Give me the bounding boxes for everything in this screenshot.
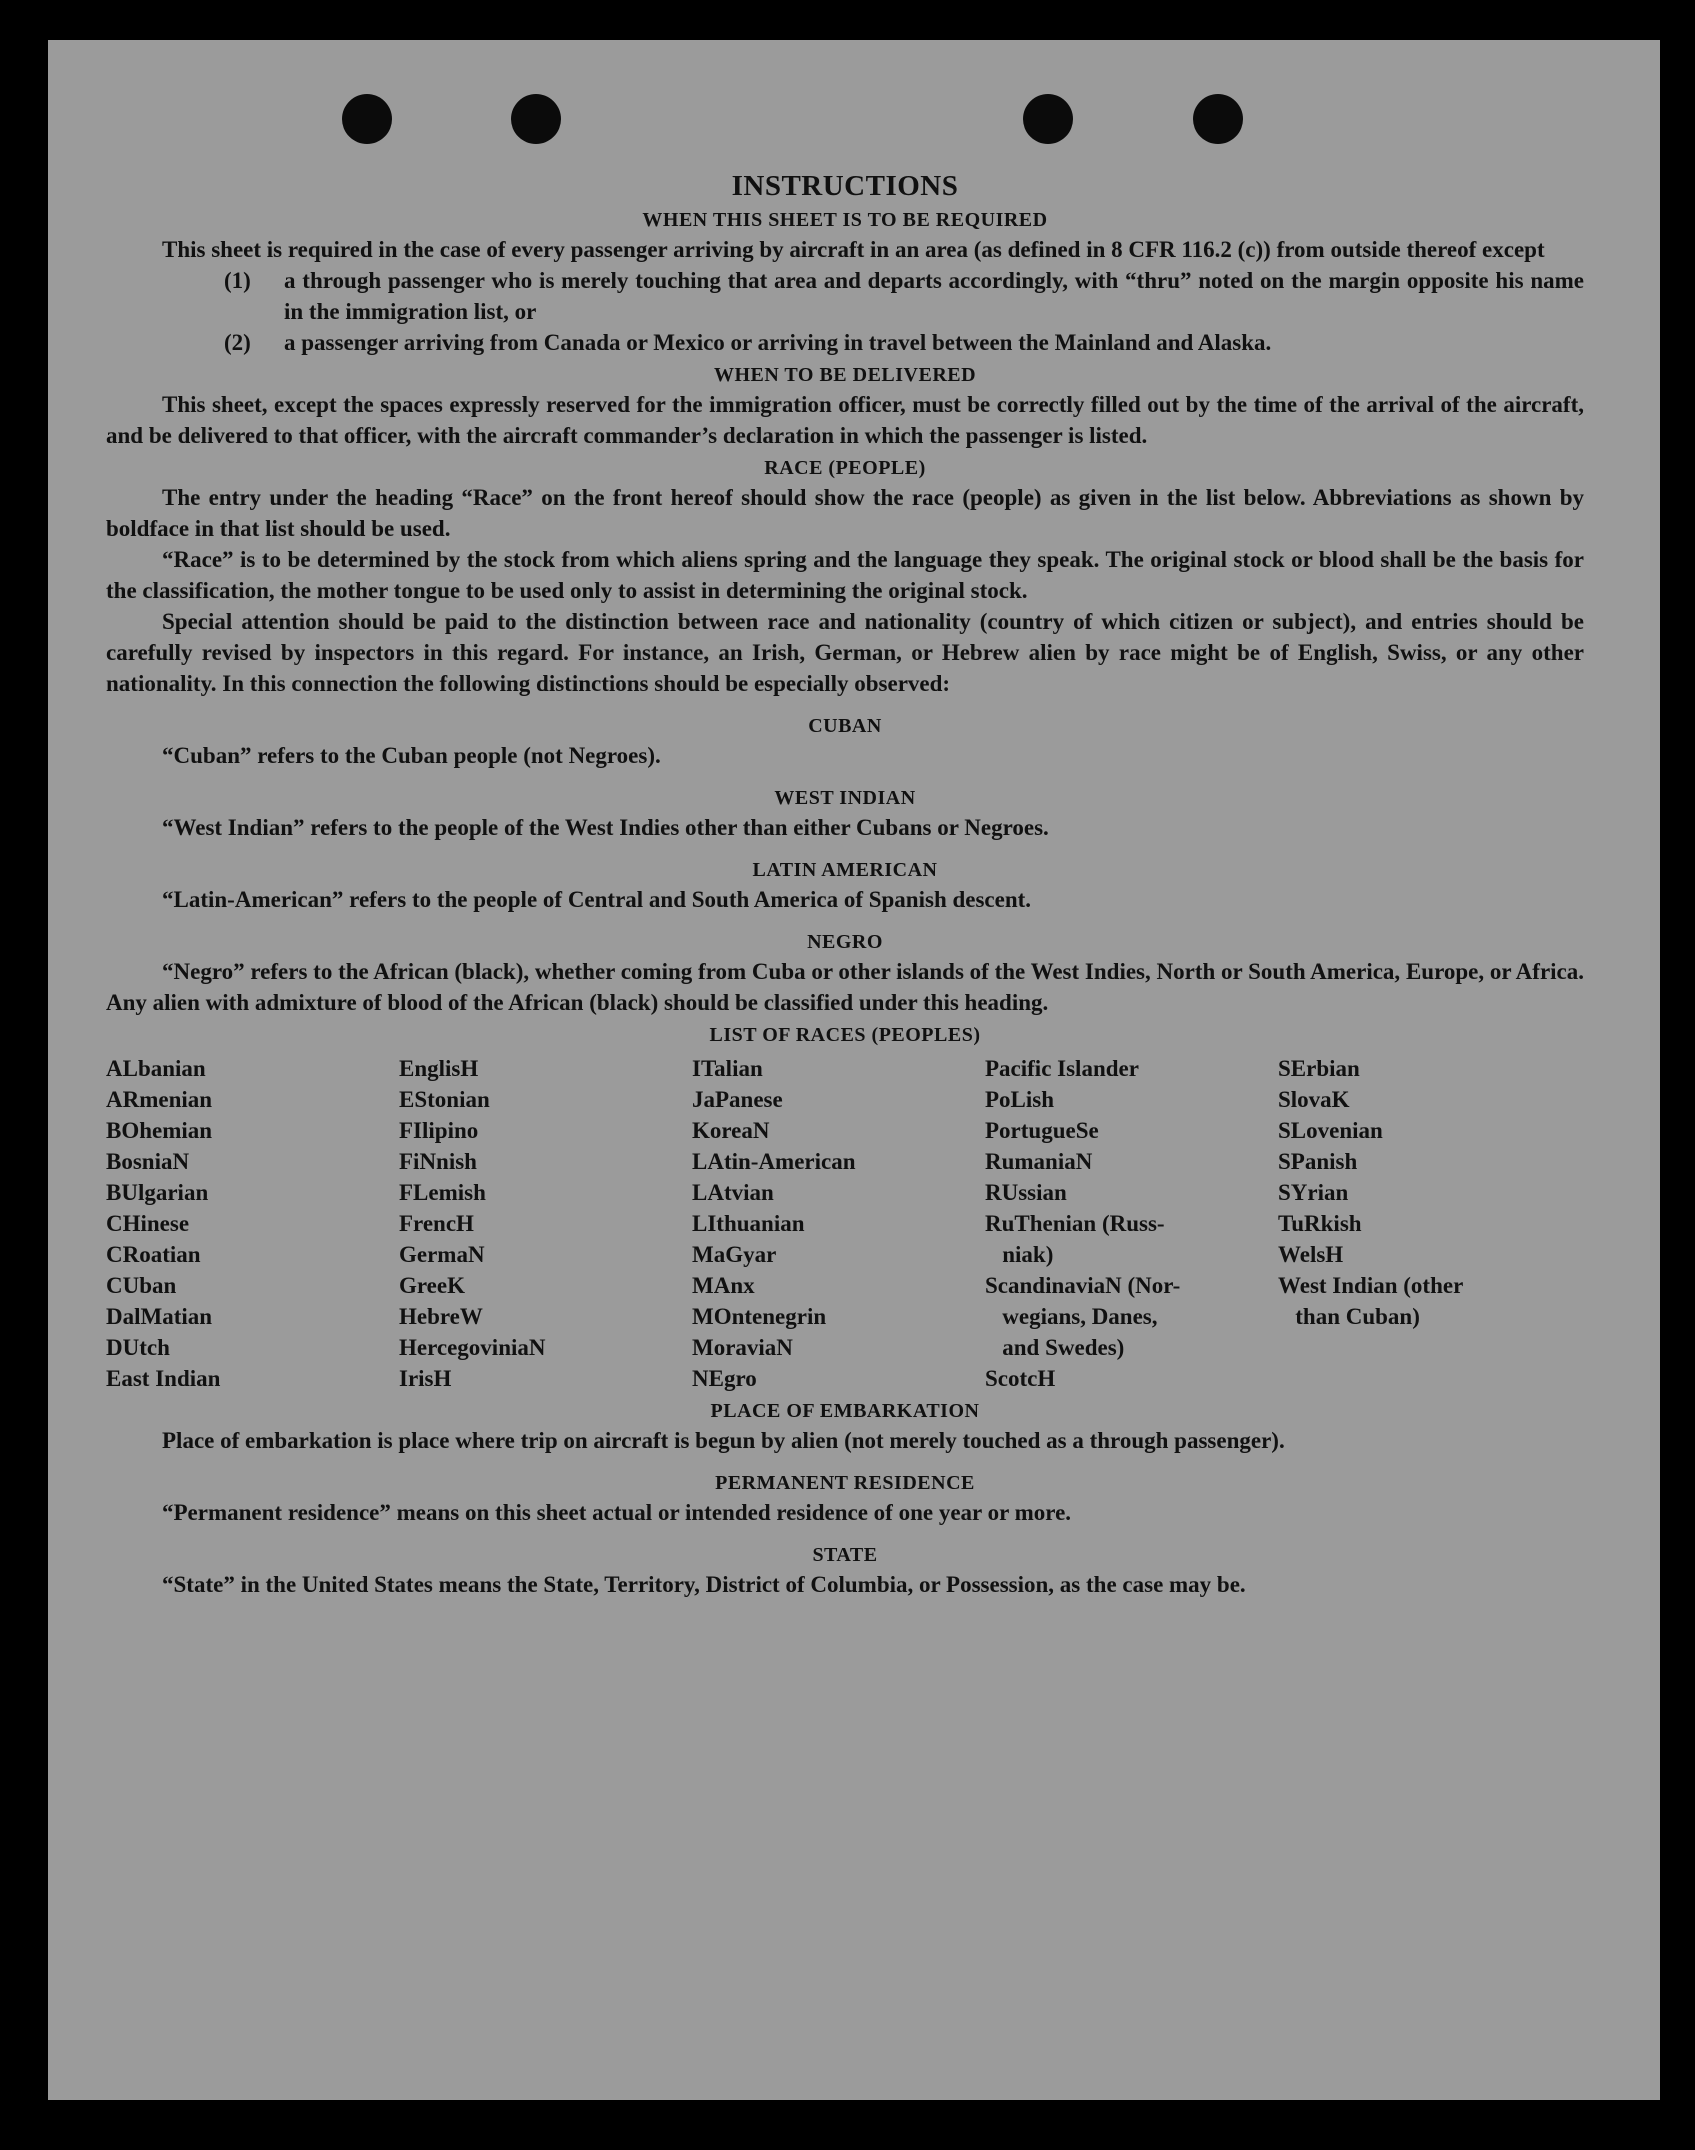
race-entry: FrencH [399,1211,474,1236]
heading-cuban: CUBAN [808,715,882,737]
races-column [985,1053,1278,1394]
heading-latin-american: LATIN AMERICAN [752,859,938,881]
punch-hole [1023,94,1073,144]
race-entry: KoreaN [692,1118,770,1143]
document-page [48,40,1660,2100]
race-entry: FIlipino [399,1118,479,1143]
heading-west-indian: WEST INDIAN [774,787,916,809]
race-entry: FiNnish [399,1149,477,1174]
races-column [692,1053,985,1394]
heading-list-of-races: LIST OF RACES (PEOPLES) [709,1024,981,1046]
punch-hole [342,94,392,144]
races-table [106,1053,1584,1394]
residence-text: “Permanent residence” means on this sheet actual or intended residence of one year or more. [162,1500,1072,1525]
race-entry: IrisH [399,1366,452,1391]
race-entry: NEgro [692,1366,757,1391]
race-entry: SPanish [1278,1149,1358,1174]
item-number: (2) [224,330,251,355]
race-entry: SLovenian [1278,1118,1383,1143]
list-item [224,327,1584,358]
item-number: (1) [224,268,251,293]
punch-hole [1193,94,1243,144]
race-entry: ARmenian [106,1087,213,1112]
race-entry: SlovaK [1278,1087,1350,1112]
race-entry: BOhemian [106,1118,213,1143]
races-column [399,1053,692,1394]
race-entry: DalMatian [106,1304,213,1329]
race-entry: BosniaN [106,1149,190,1174]
race-entry: RUssian [985,1180,1067,1205]
race-entry: PoLish [985,1087,1055,1112]
race-entry: niak) [985,1242,1054,1267]
race-entry: LAtin-American [692,1149,856,1174]
race-entry: LIthuanian [692,1211,805,1236]
race-entry: RumaniaN [985,1149,1093,1174]
heading-negro: NEGRO [807,931,883,953]
race-entry: MOntenegrin [692,1304,827,1329]
races-column [1278,1053,1571,1394]
required-intro: This sheet is required in the case of every passenger arriving by aircraft in an area (as defined in 8 CFR 116.2 (c)) from outside thereof except [162,237,1545,262]
race-entry: CHinese [106,1211,190,1236]
embarkation-text: Place of embarkation is place where trip on aircraft is begun by alien (not merely touched as a through passenger). [162,1428,1285,1453]
race-entry: ITalian [692,1056,763,1081]
race-entry: GermaN [399,1242,485,1267]
race-entry: FLemish [399,1180,486,1205]
race-entry: ScotcH [985,1366,1056,1391]
race-entry: RuThenian (Russ- [985,1211,1165,1236]
heading-embarkation: PLACE OF EMBARKATION [710,1400,980,1422]
cuban-text: “Cuban” refers to the Cuban people (not Negroes). [162,743,661,768]
negro-text: “Negro” refers to the African (black), whether coming from Cuba or other islands of the West Indies, North or South America, Europe, or Africa. Any alien with admixture of blood of the African (black) should be classified under this heading. [106,959,1584,1015]
race-entry: ALbanian [106,1056,206,1081]
race-paragraph-1: The entry under the heading “Race” on the front hereof should show the race (people) as given in the list below. Abbreviations as shown by boldface in that list should be used. [106,485,1584,541]
heading-required: WHEN THIS SHEET IS TO BE REQUIRED [642,209,1048,231]
race-entry: SYrian [1278,1180,1349,1205]
heading-delivered: WHEN TO BE DELIVERED [713,364,977,386]
race-entry: TuRkish [1278,1211,1362,1236]
race-entry: CRoatian [106,1242,201,1267]
item-text: a passenger arriving from Canada or Mexico or arriving in travel between the Mainland and Alaska. [284,330,1272,355]
race-entry: HercegoviniaN [399,1335,546,1360]
race-entry: SErbian [1278,1056,1360,1081]
heading-state: STATE [812,1544,878,1566]
race-entry: JaPanese [692,1087,783,1112]
race-entry: and Swedes) [985,1335,1125,1360]
race-entry: LAtvian [692,1180,774,1205]
heading-residence: PERMANENT RESIDENCE [715,1472,975,1494]
state-text: “State” in the United States means the State, Territory, District of Columbia, or Possession, as the case may be. [162,1572,1246,1597]
race-entry: Pacific Islander [985,1056,1139,1081]
race-entry: EStonian [399,1087,490,1112]
race-entry: wegians, Danes, [985,1304,1158,1329]
race-entry: MaGyar [692,1242,777,1267]
punch-hole [511,94,561,144]
race-entry: West Indian (other [1278,1273,1464,1298]
page-title: INSTRUCTIONS [731,170,959,202]
list-item [224,265,1584,327]
race-paragraph-3: Special attention should be paid to the distinction between race and nationality (country of which citizen or subject), and entries should be carefully revised by inspectors in this regard. For instance, an Irish, German, or Hebrew alien by race might be of English, Swiss, or any other nationality. In this connection the following distinctions should be especially observed: [106,609,1584,696]
west-indian-text: “West Indian” refers to the people of the West Indies other than either Cubans or Negroes. [162,815,1049,840]
latin-american-text: “Latin-American” refers to the people of Central and South America of Spanish descent. [162,887,1032,912]
race-entry: PortugueSe [985,1118,1099,1143]
instructions-content [106,170,1584,1600]
race-entry: MoraviaN [692,1335,793,1360]
race-entry: WelsH [1278,1242,1344,1267]
races-column [106,1053,399,1394]
race-entry: GreeK [399,1273,465,1298]
race-entry: CUban [106,1273,177,1298]
race-entry: BUlgarian [106,1180,209,1205]
race-entry: EnglisH [399,1056,479,1081]
delivered-text: This sheet, except the spaces expressly reserved for the immigration officer, must be correctly filled out by the time of the arrival of the aircraft, and be delivered to that officer, with the aircraft commander’s declaration in which the passenger is listed. [106,392,1584,448]
race-entry: ScandinaviaN (Nor- [985,1273,1181,1298]
race-paragraph-2: “Race” is to be determined by the stock from which aliens spring and the language they speak. The original stock or blood shall be the basis for the classification, the mother tongue to be used only to assist in determining the original stock. [106,547,1584,603]
item-text: a through passenger who is merely touching that area and departs accordingly, with “thru” noted on the margin opposite his name in the immigration list, or [284,268,1584,324]
heading-race: RACE (PEOPLE) [764,457,926,479]
race-entry: HebreW [399,1304,483,1329]
race-entry: than Cuban) [1278,1304,1420,1329]
race-entry: MAnx [692,1273,755,1298]
race-entry: East Indian [106,1366,221,1391]
race-entry: DUtch [106,1335,170,1360]
